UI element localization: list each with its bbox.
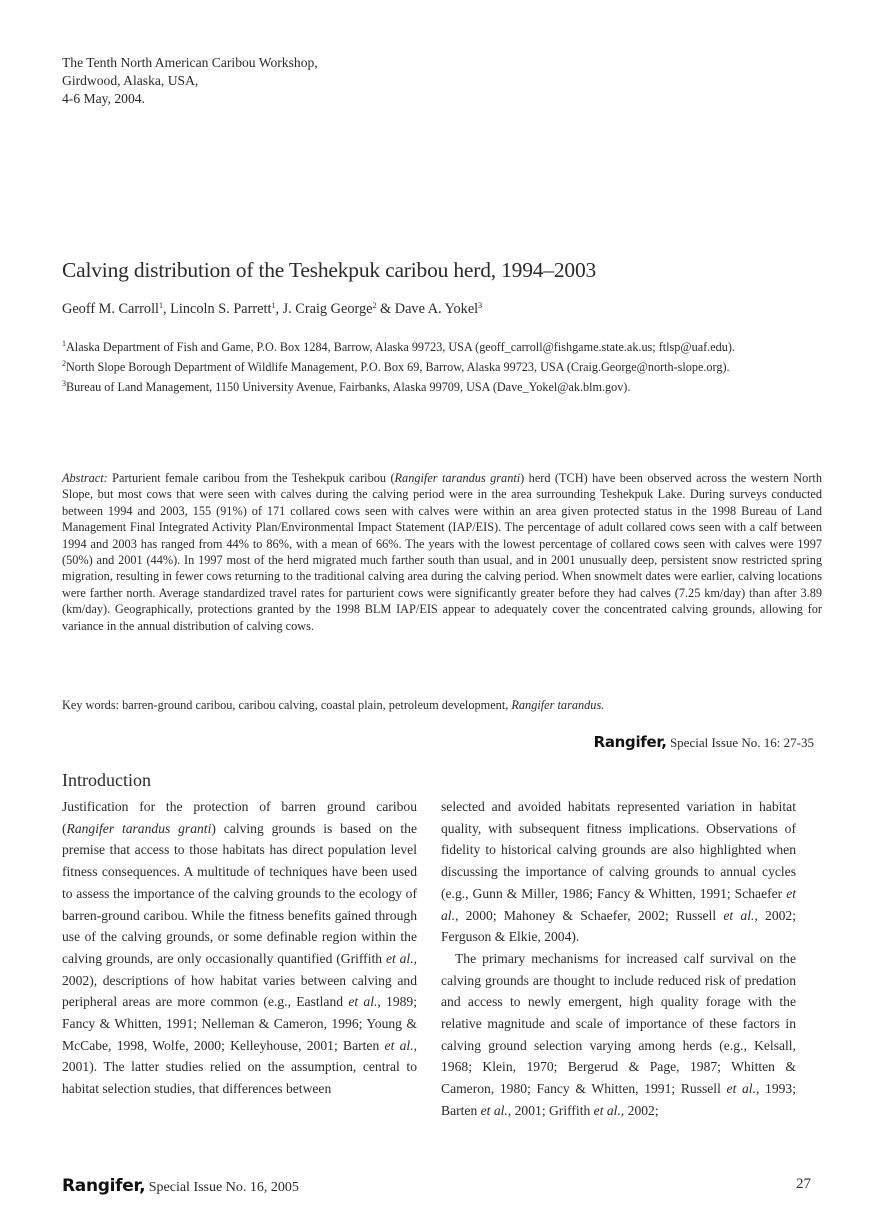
text-run: , 2001). The latter studies relied on the assumption, central to habitat selection studies, that differences between — [62, 1037, 417, 1097]
author: J. Craig George — [282, 301, 373, 317]
author: Dave A. Yokel — [394, 301, 479, 317]
author-sup: 1 — [159, 301, 164, 310]
author-sup: 2 — [372, 301, 377, 310]
citation-etal: et al. — [441, 885, 796, 923]
citation-etal: et al. — [385, 950, 414, 966]
text-run: , 2002; Ferguson & Elkie, 2004). — [441, 907, 796, 945]
affiliation — [62, 356, 822, 375]
text-run: , 2002), descriptions of how habitat varies between calving and peripheral areas are more common (e.g., Eastland — [62, 950, 417, 1010]
conference-line: Girdwood, Alaska, USA, — [62, 73, 199, 88]
affiliation-text: North Slope Borough Department of Wildlife Management, P.O. Box 69, Barrow, Alaska 99723, USA (Craig.George@north-slope.org). — [66, 360, 730, 374]
keywords-text: barren-ground caribou, caribou calving, coastal plain, petroleum development, — [119, 698, 512, 712]
citation-etal: et al. — [384, 1037, 414, 1053]
paper-title: Calving distribution of the Teshekpuk caribou herd, 1994–2003 — [62, 258, 597, 282]
text-run: , 1989; Fancy & Whitten, 1991; Nelleman & Cameron, 1996; Young & McCabe, 1998, Wolfe, 2000; Kelleyhouse, 2001; Barten — [62, 994, 418, 1053]
journal-brand: Rangifer, — [593, 733, 667, 751]
abstract-text: ) herd (TCH) have been observed across the western North Slope, but most cows that were seen with calves during the calving period were in the area surrounding Teshekpuk Lake. During surveys conducted between 1994 and 2003, 155 (91%) of 171 collared cows seen with calves were within an area given protected status in the 1998 Bureau of Land Management Final Integrated Activity Plan/Environmental Impact Statement (IAP/EIS). The percentage of adult collared cows seen with a calf between 1994 and 2003 has ranged from 44% to 86%, with a mean of 66%. The years with the lowest percentage of collared cows seen with calves were 1997 (50%) and 2001 (44%). In 1997 most of the herd migrated much farther south than usual, and in 2001 unusually deep, persistent snow restricted spring migration, resulting in fewer cows returning to the traditional calving area during the calving period. When snowmelt dates were earlier, calving locations were farther north. Average standardized travel rates for parturient cows were significantly greater before they had calves (7.25 km/day) than after 3.89 (km/day). Geographically, protections granted by the 1998 BLM IAP/EIS appear to adequately cover the concentrated calving grounds, allowing for variance in the annual distribution of calving cows. — [62, 471, 822, 633]
conference-line: 4-6 May, 2004. — [62, 91, 145, 106]
species-name: Rangifer tarandus granti — [66, 820, 212, 836]
author: Geoff M. Carroll — [62, 301, 160, 317]
citation-etal: et al. — [593, 1102, 621, 1118]
text-run: , 2001; Griffith — [507, 1102, 594, 1118]
author-sup: 3 — [478, 301, 483, 310]
affiliation-sup: 1 — [62, 339, 66, 348]
author: Lincoln S. Parrett — [170, 301, 272, 317]
author-list — [62, 301, 482, 318]
author-sep: , — [275, 301, 283, 317]
footer-text: Special Issue No. 16, 2005 — [145, 1180, 299, 1195]
footer-brand: Rangifer, — [62, 1176, 146, 1196]
keywords — [62, 698, 822, 713]
text-run: , 1993; Barten — [441, 1081, 797, 1118]
text-run: The primary mechanisms for increased calf survival on the calving grounds are thought to include reduced risk of predation and access to newly emergent, high quality forage with the relative magnitude and scale of importance of these factors in calving ground selection varying among herds (e.g., Kelsall, 1968; Klein, 1970; Bergerud & Page, 1987; Whitten & Cameron, 1980; Fancy & Whitten, 1991; Russell — [441, 950, 796, 1097]
abstract-text: Parturient female caribou from the Teshekpuk caribou ( — [107, 471, 395, 485]
body-column-right — [441, 796, 796, 1122]
paragraph — [441, 948, 796, 1122]
page-number: 27 — [796, 1176, 811, 1192]
abstract — [62, 470, 822, 634]
journal-reference — [594, 733, 814, 751]
author-sep: & — [376, 301, 395, 317]
paragraph — [441, 796, 796, 948]
abstract-species: Rangifer tarandus granti — [394, 471, 521, 485]
affiliation — [62, 336, 822, 355]
affiliation-text: Bureau of Land Management, 1150 University Avenue, Fairbanks, Alaska 99709, USA (Dave_Yokel@ak.blm.gov). — [66, 380, 631, 394]
journal-ref-text: Special Issue No. 16: 27-35 — [666, 735, 814, 750]
citation-etal: et al. — [480, 1102, 508, 1118]
author-sep: , — [163, 301, 171, 317]
affiliation-sup: 3 — [62, 379, 66, 388]
affiliations — [62, 336, 822, 396]
text-run: ) calving grounds is based on the premise that access to those habitats has direct population level fitness consequences. A multitude of techniques have been used to assess the importance of the calving grounds to the ecology of barren-ground caribou. While the fitness benefits gained through use of the calving grounds, or some definable region within the calving grounds, are only occasionally quantified (Griffith — [62, 820, 417, 966]
text-run: Justification for the protection of barren ground caribou ( — [62, 799, 417, 836]
body-column-left — [62, 796, 417, 1100]
conference-line: The Tenth North American Caribou Workshop, — [62, 55, 318, 70]
citation-etal: et al. — [723, 907, 755, 923]
affiliation — [62, 376, 822, 395]
conference-info — [62, 54, 318, 108]
keywords-label: Key words: — [62, 698, 120, 712]
keywords-italic: Rangifer tarandus. — [511, 698, 605, 712]
paragraph — [62, 796, 417, 1100]
text-run: , 2002; — [620, 1102, 659, 1118]
citation-etal: et al. — [726, 1081, 756, 1097]
author-sup: 1 — [271, 301, 276, 310]
section-heading-introduction: Introduction — [62, 770, 151, 790]
abstract-label: Abstract: — [62, 471, 108, 485]
text-run: , 2000; Mahoney & Schaefer, 2002; Russell — [454, 907, 724, 923]
affiliation-text: Alaska Department of Fish and Game, P.O. Box 1284, Barrow, Alaska 99723, USA (geoff_carroll@fishgame.state.ak.us; ftlsp@uaf.edu). — [66, 340, 735, 354]
page-footer — [62, 1176, 299, 1196]
text-run: selected and avoided habitats represented variation in habitat quality, with subsequent fitness implications. Observations of fidelity to historical calving grounds are also highlighted when discussing the importance of calving grounds to annual cycles (e.g., Gunn & Miller, 1986; Fancy & Whitten, 1991; Schaefer — [441, 799, 796, 901]
citation-etal: et al. — [348, 994, 378, 1010]
affiliation-sup: 2 — [62, 359, 66, 368]
